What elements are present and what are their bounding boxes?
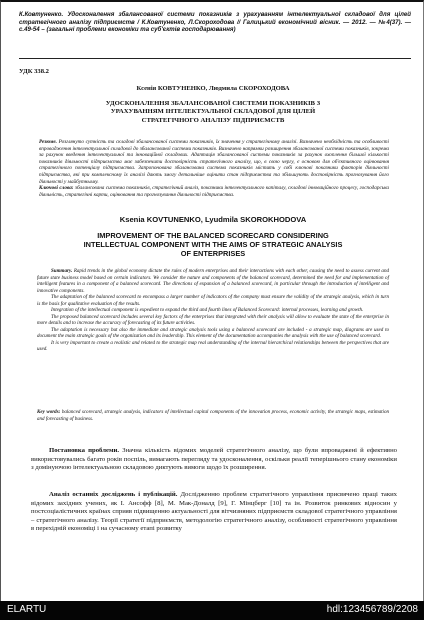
keywords-ua: [39, 185, 389, 198]
keywords-en-label: Key words:: [37, 409, 61, 415]
summary-en: [37, 268, 389, 353]
title-en: [45, 231, 381, 258]
summary-paragraph: The proposed balanced scorecard includes several key factors of the enterprises that integrated with their analysis will allow to evaluate the state of the enterprise in more details and to increase the accuracy of forecasting of its future activities.: [37, 313, 389, 326]
keywords-en: [37, 409, 389, 422]
title-en-line: INTELLECTUAL COMPONENT WITH THE AIMS OF STRATEGIC ANALYSIS: [83, 240, 343, 249]
repository-footer-bar: [0, 601, 424, 620]
title-ua-line: УРАХУВАННЯМ ІНТЕЛЕКТУАЛЬНОЇ СКЛАДОВОЇ ДЛЯ ЦІЛЕЙ: [110, 108, 316, 116]
title-ua-line: УДОСКОНАЛЕННЯ ЗБАЛАНСОВАНОЇ СИСТЕМИ ПОКАЗНИКІВ З: [105, 100, 321, 107]
analysis-label: Аналіз останніх досліджень і публікацій.: [49, 491, 178, 498]
keywords-ua-text: збалансована система показників, стратегічний аналіз, показники інтелектуального капіталу, складові інноваційного процесу, господарська діяльність, стратегічні карти, оцінювання та прогнозування діяльності підприємства.: [39, 185, 389, 198]
summary-paragraph: It is very important to create a realistic and related to the strategic map real understanding of the internal hierarchical relationships between the perspectives that are used.: [37, 339, 389, 352]
summary-label: Summary.: [51, 268, 73, 274]
keywords-en-text: balanced scorecard, strategic analysis, indicators of intellectual capital components of the innovation process, economic activity, the strategic maps, estimation and forecasting of business.: [37, 409, 389, 422]
summary-paragraph: Summary. Rapid trends in the global economy dictate the rules of modern enterprises and their interactions with each other, causing the need to assess current and future state business model based on certain indicators. We consider the nature and components of the balanced scorecard, determined the need for and implementation of intelligent features in a component of a balanced scorecard. The directions of expansion of a balanced scorecard, in particular through the introduction of intelligent and innovative components.: [37, 268, 389, 294]
title-ua-line: СТРАТЕГІЧНОГО АНАЛІЗУ ПІДПРИЄМСТВ: [141, 116, 285, 124]
problem-text: Значна кількість відомих моделей стратегічного аналізу, що були впроваджені й ефективно використовувались багато років поспіль, вимагають перегляду та удосконалення, оскільки реалії теперішнього стану економіки з домінуючою інтелектуальною складовою диктують вимоги щодо їх розширення.: [31, 447, 398, 472]
authors-en: Ksenia KOVTUNENKO, Lyudmila SKOROKHODOVA: [119, 215, 307, 224]
abstract-ua: [39, 139, 389, 185]
summary-paragraph: Integration of the intellectual component is expedient to expand the third and fourth lines of Balanced Scorecard: internal processes, learning and growth.: [51, 307, 364, 313]
header-citation: К.Ковтуненко. Удосконалення збалансованої системи показників з урахуванням інтелектуальної складової для цілей стратегічного аналізу підприємств / К.Ковтуненко, Л.Скороходова // Галицький економічний вісник. — 2012. — №4(37). — с.49-54 – (загальні проблеми економіки та суб'єктів господарювання): [19, 11, 411, 34]
keywords-ua-label: Ключові слова:: [39, 185, 74, 191]
header-divider: [19, 58, 411, 59]
analysis-text: Дослідженню проблем стратегічного управління присвячено праці таких відомих західних учених, як І. Ансофф [8], М. Мак-Доналд [9], Г. Мінцберг [10] та ін. Розвиток ринкових відносин у постсоціалістичних країнах сприяв підвищенню актуальності для вітчизняних підприємств складової стратегічного управління – стратегічного аналізу. Теорії стратегії підприємств, методологію стратегічного аналізу, особливості стратегічного управління в перехідній економіці і на сучасному етапі розвитку: [31, 491, 398, 533]
body-paragraph-analysis: [31, 491, 397, 534]
summary-paragraph: The adaptation of the balanced scorecard to encompass a larger number of indicators of the company must ensure the validity of the strategic analysis, which in turn is the basis for qualitative evaluation of the results.: [37, 294, 389, 307]
authors-ua: Ксенія КОВТУНЕНКО, Людмила СКОРОХОДОВА: [136, 85, 290, 92]
repository-name: ELARTU: [7, 604, 47, 615]
abstract-ua-label: Резюме.: [39, 139, 57, 145]
summary-paragraph: The adaptation is necessary but also the immediate and strategic analysis tools using a balanced scorecard are included - a strategic map, diagrams are used to document the main strategic goals of the organization and its leadership. This element of the documentation accompanies the analysis with the use of balanced scorecard.: [37, 326, 389, 339]
problem-label: Постановка проблеми.: [49, 447, 120, 454]
handle-id: hdl:123456789/2208: [326, 604, 418, 615]
udk-code: УДК 338.2: [19, 68, 49, 75]
abstract-ua-text: Розглянуто сутність та складові збалансованої системи показників, їх значення у стратегічному аналізі. Визначено необхідність та особливості впровадження інтелектуальної складової до збалансованої системи показників. Визначено напрямки розширення збалансованої системи показників, зокрема за рахунок введення інтелектуальної та інноваційної складових. Адаптація збалансованої системи показників за рахунок охоплення більшої кількості показників діяльності підприємства має забезпечити достовірність стратегічного аналізу, що, в свою чергу, є основою для об'єктивного оцінювання стратегічного потенціалу підприємства. Запропонована збалансована система показників містить у собі ключові показники факторів діяльності підприємства, які при комплексному їх аналізі дають змогу детальніше оцінити стан підприємства та збільшують достовірність прогнозування його діяльності у майбутньому.: [39, 139, 389, 185]
body-paragraph-problem: [31, 447, 397, 473]
title-ua: [61, 100, 365, 125]
title-en-line: IMPROVEMENT OF THE BALANCED SCORECARD CONSIDERING: [97, 231, 329, 240]
title-en-line: OF ENTERPRISES: [180, 249, 246, 258]
